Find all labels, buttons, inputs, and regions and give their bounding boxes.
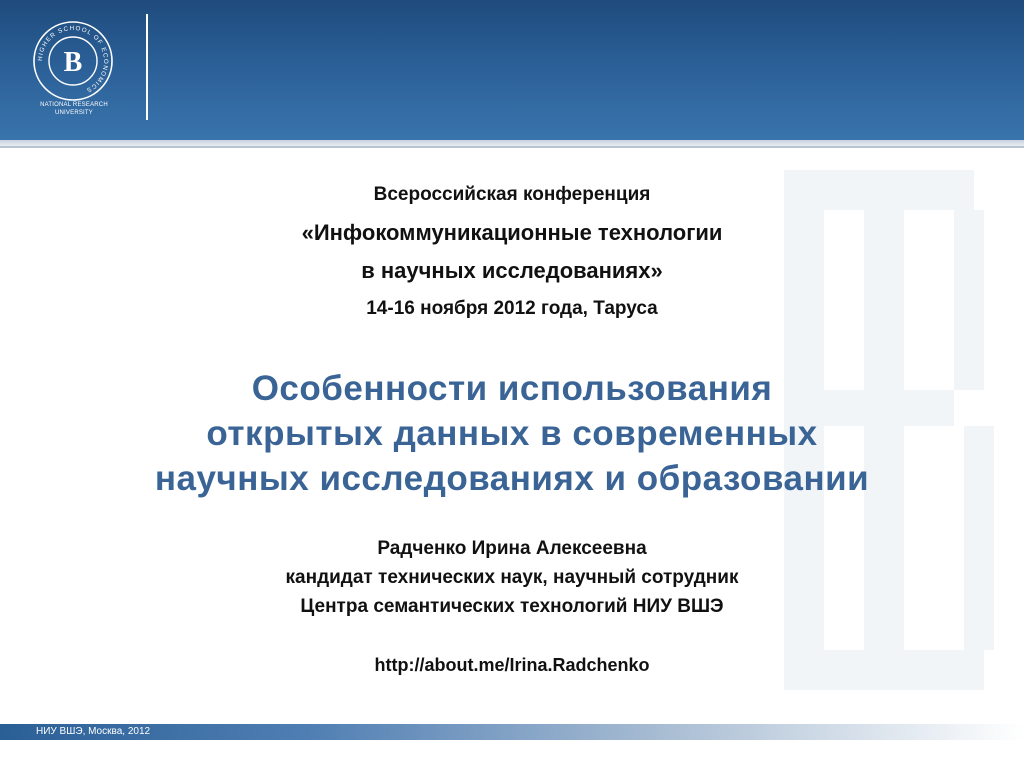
university-logo-icon [32,20,114,102]
conference-line-1: Всероссийская конференция [373,184,651,205]
author-info [0,534,1024,621]
logo-caption-line2: UNIVERSITY [54,110,93,116]
conference-date-place: 14-16 ноября 2012 года, Таруса [366,298,658,319]
author-url-link[interactable]: http://about.me/Irina.Radchenko [374,655,650,675]
author-name: Радченко Ирина Алексеевна [377,538,647,559]
author-affiliation: Центра семантических технологий НИУ ВШЭ [300,596,724,617]
title-line-2: открытых данных в современных [206,414,818,453]
logo-divider [146,14,148,120]
conference-line-2: «Инфокоммуникационные технологии [301,220,723,245]
slide-header [0,0,1024,140]
title-line-1: Особенности использования [251,369,773,408]
slide-footer [0,724,1024,740]
conference-info [0,176,1024,328]
author-position: кандидат технических наук, научный сотрудник [285,567,739,588]
title-line-3: научных исследованиях и образовании [154,459,870,498]
presentation-title [0,366,1024,501]
header-separator-line [0,146,1024,148]
conference-line-3: в научных исследованиях» [361,258,663,283]
svg-text:В: В [63,47,83,78]
footer-text: НИУ ВШЭ, Москва, 2012 [36,726,151,737]
logo-caption-line1: NATIONAL RESEARCH [40,102,108,108]
logo-ring-text: HIGHER SCHOOL OF ECONOMICS [36,24,110,94]
logo-caption [18,101,130,117]
